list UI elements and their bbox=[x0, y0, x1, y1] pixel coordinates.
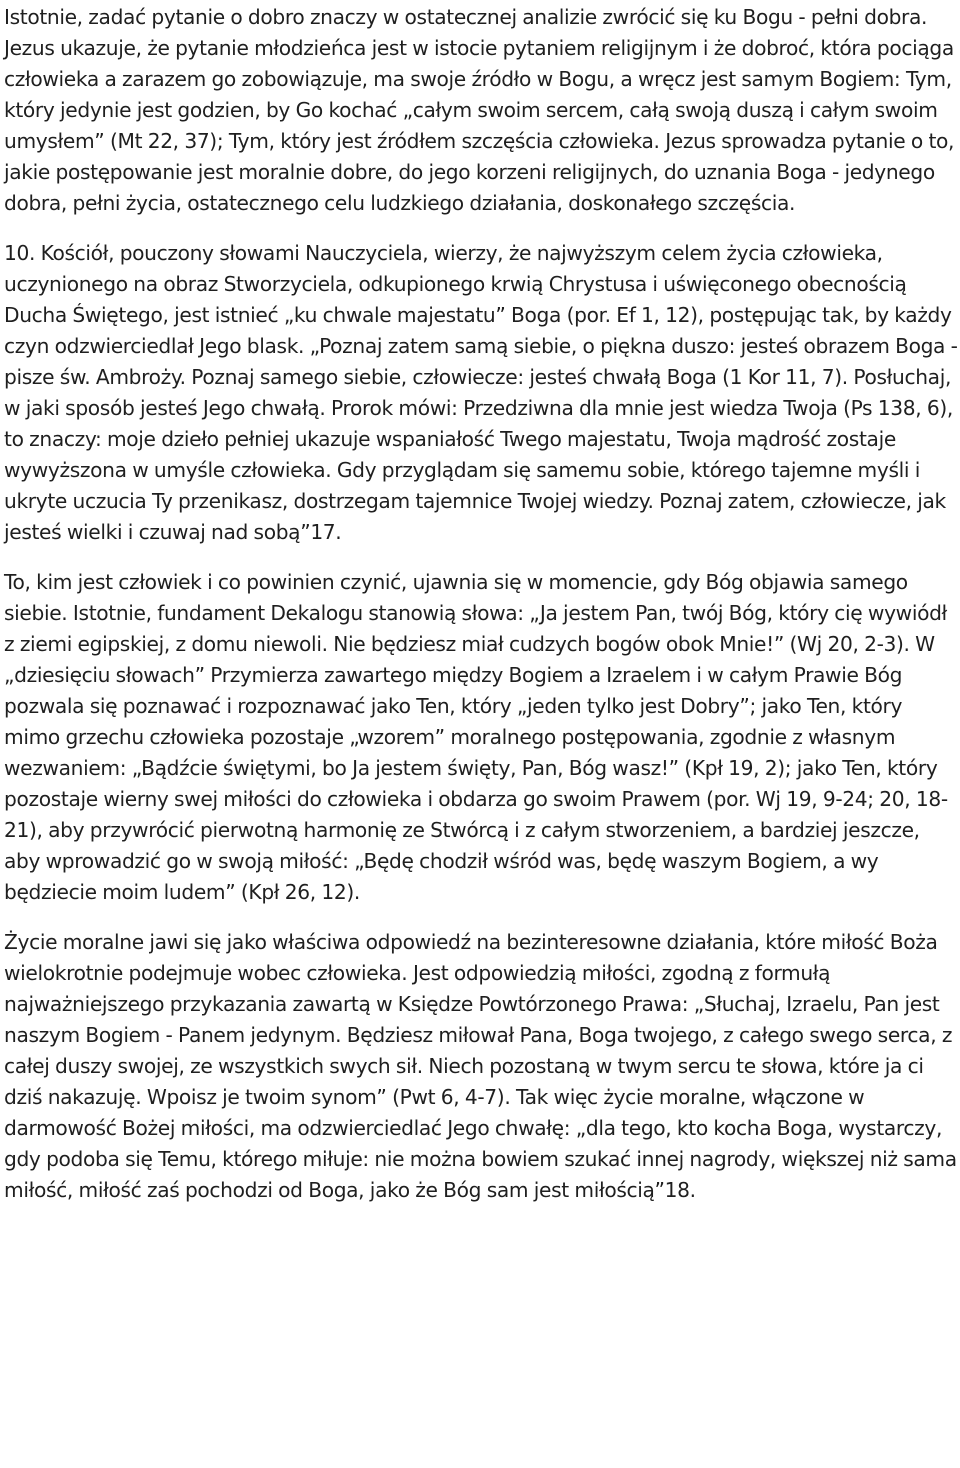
paragraph-4: Życie moralne jawi się jako właściwa odpowiedź na bezinteresowne działania, które miłość Boża wielokrotnie podejmuje wobec człowieka. Jest odpowiedzią miłości, zgodną z formułą najważniejszego przykazania zawartą w Księdze Powtórzonego Prawa: „Słuchaj, Izraelu, Pan jest naszym Bogiem - Panem jedynym. Będziesz miłował Pana, Boga twojego, z całego swego serca, z całej duszy swojej, ze wszystkich swych sił. Niech pozostaną w twym sercu te słowa, które ja ci dziś nakazuję. Wpoisz je twoim synom” (Pwt 6, 4-7). Tak więc życie moralne, włączone w darmowość Bożej miłości, ma odzwierciedlać Jego chwałę: „dla tego, kto kocha Boga, wystarczy, gdy podoba się Temu, którego miłuje: nie można bowiem szukać innej nagrody, większej niż sama miłość, miłość zaś pochodzi od Boga, jako że Bóg sam jest miłością”18. bbox=[4, 930, 957, 1202]
paragraph-1: Istotnie, zadać pytanie o dobro znaczy w ostatecznej analizie zwrócić się ku Bogu - pełni dobra. Jezus ukazuje, że pytanie młodzieńca jest w istocie pytaniem religijnym i że dobroć, która pociąga człowieka a zarazem go zobowiązuje, ma swoje źródło w Bogu, a wręcz jest samym Bogiem: Tym, który jedynie jest godzien, by Go kochać „całym swoim sercem, całą swoją duszą i całym swoim umysłem” (Mt 22, 37); Tym, który jest źródłem szczęścia człowieka. Jezus sprowadza pytanie o to, jakie postępowanie jest moralnie dobre, do jego korzeni religijnych, do uznania Boga - jedynego dobra, pełni życia, ostatecznego celu ludzkiego działania, doskonałego szczęścia. bbox=[4, 5, 955, 215]
paragraph-3: To, kim jest człowiek i co powinien czynić, ujawnia się w momencie, gdy Bóg objawia samego siebie. Istotnie, fundament Dekalogu stanowią słowa: „Ja jestem Pan, twój Bóg, który cię wywiódł z ziemi egipskiej, z domu niewoli. Nie będziesz miał cudzych bogów obok Mnie!” (Wj 20, 2-3). W „dziesięciu słowach” Przymierza zawartego między Bogiem a Izraelem i w całym Prawie Bóg pozwala się poznawać i rozpoznawać jako Ten, który „jeden tylko jest Dobry”; jako Ten, który mimo grzechu człowieka pozostaje „wzorem” moralnego postępowania, zgodnie z własnym wezwaniem: „Bądźcie świętymi, bo Ja jestem święty, Pan, Bóg wasz!” (Kpł 19, 2); jako Ten, który pozostaje wierny swej miłości do człowieka i obdarza go swoim Prawem (por. Wj 19, 9-24; 20, 18-21), aby przywrócić pierwotną harmonię ze Stwórcą i z całym stworzeniem, a bardziej jeszcze, aby wprowadzić go w swoją miłość: „Będę chodził wśród was, będę waszym Bogiem, a wy będziecie moim ludem” (Kpł 26, 12). bbox=[4, 570, 948, 904]
paragraph-2: 10. Kościół, pouczony słowami Nauczyciela, wierzy, że najwyższym celem życia człowieka, uczynionego na obraz Stworzyciela, odkupionego krwią Chrystusa i uświęconego obecnością Ducha Świętego, jest istnieć „ku chwale majestatu” Boga (por. Ef 1, 12), postępując tak, by każdy czyn odzwierciedlał Jego blask. „Poznaj zatem samą siebie, o piękna duszo: jesteś obrazem Boga - pisze św. Ambroży. Poznaj samego siebie, człowiecze: jesteś chwałą Boga (1 Kor 11, 7). Posłuchaj, w jaki sposób jesteś Jego chwałą. Prorok mówi: Przedziwna dla mnie jest wiedza Twoja (Ps 138, 6), to znaczy: moje dzieło pełniej ukazuje wspaniałość Twego majestatu, Twoja mądrość zostaje wywyższona w umyśle człowieka. Gdy przyglądam się samemu sobie, którego tajemne myśli i ukryte uczucia Ty przenikasz, dostrzegam tajemnice Twojej wiedzy. Poznaj zatem, człowiecze, jak jesteś wielki i czuwaj nad sobą”17. bbox=[4, 241, 958, 544]
document-body bbox=[4, 2, 960, 1206]
